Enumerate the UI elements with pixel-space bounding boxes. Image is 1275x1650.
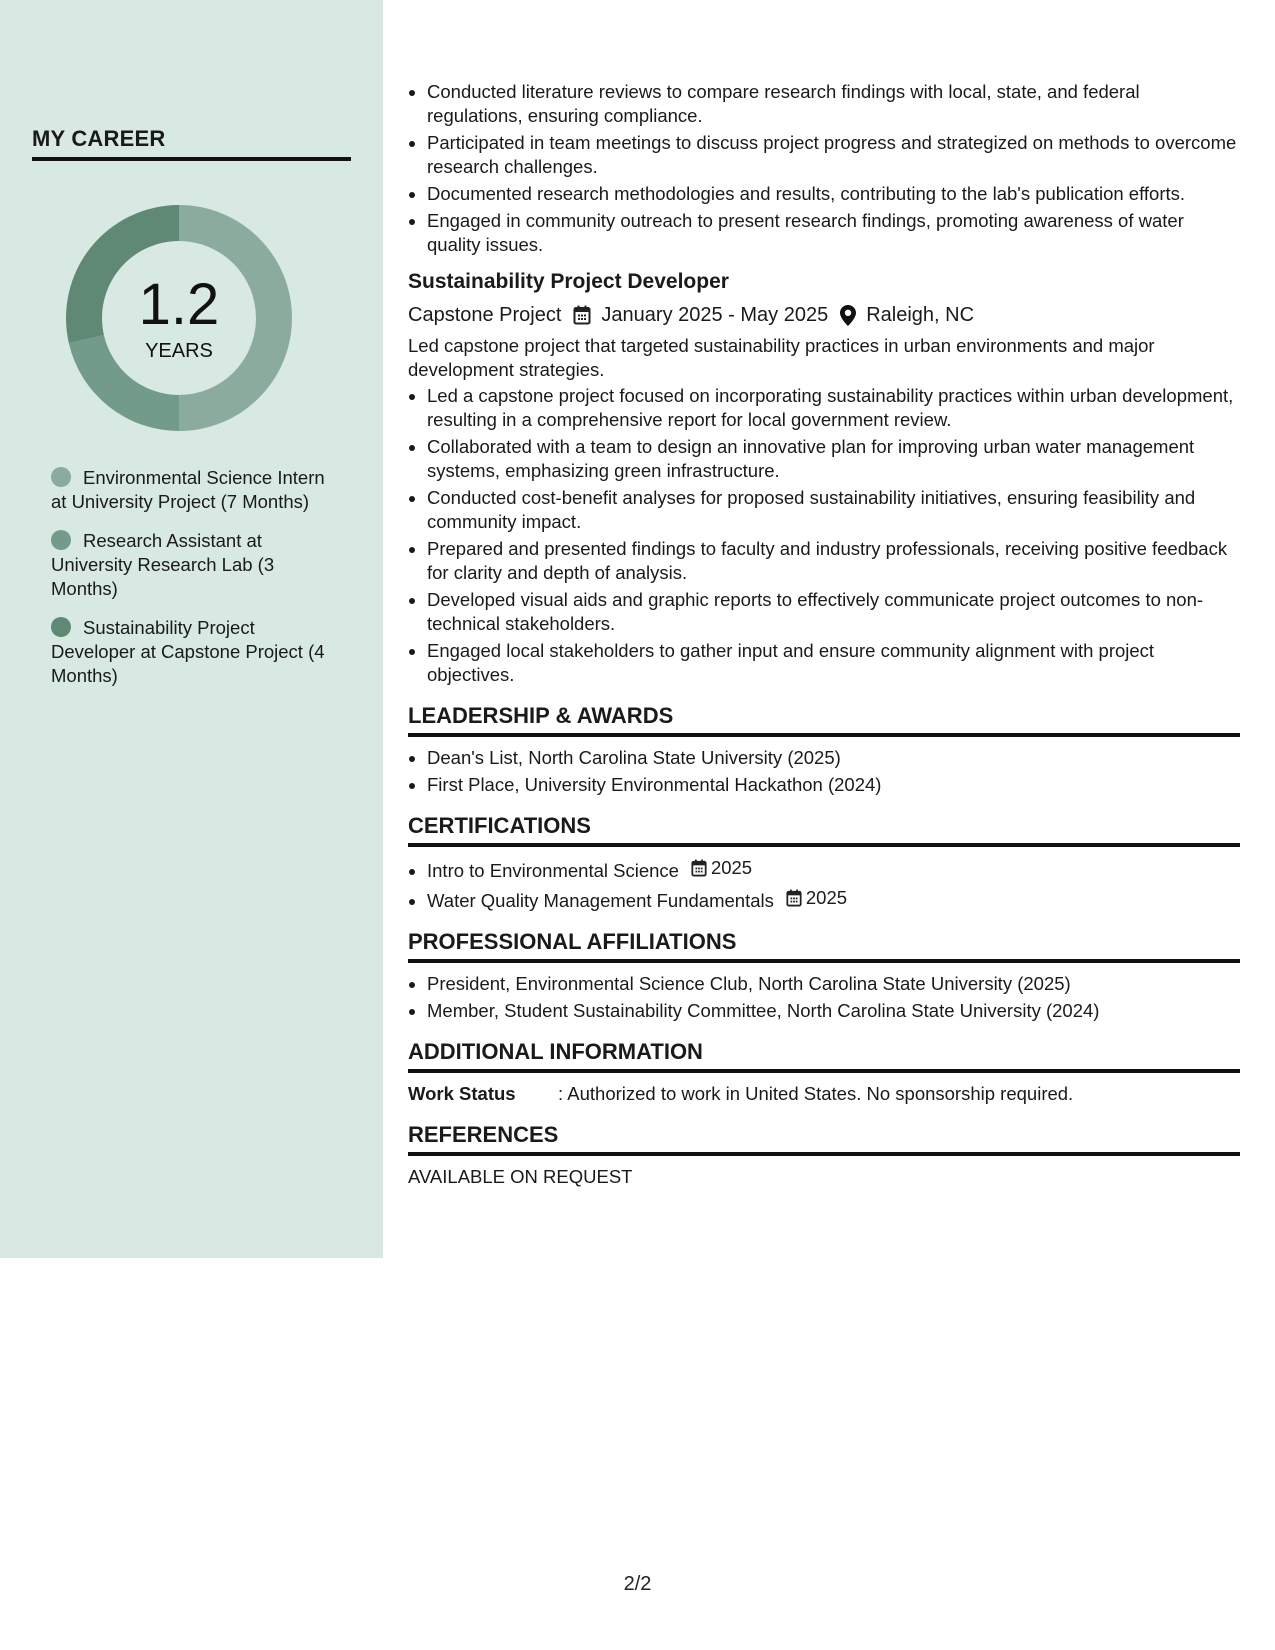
list-item: • Collaborated with a team to design an innovative plan for improving urban water management systems, emphasizing green infrastructure. [427,435,1240,483]
affiliations-heading: PROFESSIONAL AFFILIATIONS [408,929,1240,963]
list-item: • Led a capstone project focused on incorporating sustainability practices within urban development, resulting in a comprehensive report for local government review. [427,384,1240,432]
list-item: • First Place, University Environmental Hackathon (2024) [427,773,1240,797]
job-location: Raleigh, NC [866,304,975,326]
page-number: 2/2 [623,1573,652,1595]
job-description: Led capstone project that targeted sustainability practices in urban environments and major development strategies. [408,335,1155,380]
job-company: Capstone Project [408,304,562,326]
certifications-heading: CERTIFICATIONS [408,813,1240,847]
list-item: • Documented research methodologies and results, contributing to the lab's publication efforts. [427,182,1240,206]
sidebar [0,0,383,1258]
career-title: MY CAREER [32,126,166,151]
previous-job-bullets [408,80,1240,257]
job-meta [408,302,1240,328]
list-item [427,886,1240,913]
job-bullets [408,384,1240,687]
calendar-icon [573,305,591,325]
legend-item [51,466,341,514]
cert-name: Water Quality Management Fundamentals [427,890,774,911]
list-item: • Prepared and presented findings to faculty and industry professionals, receiving positive feedback for clarity and depth of analysis. [427,537,1240,585]
calendar-icon [691,859,707,877]
list-item: • Participated in team meetings to discuss project progress and strategized on methods to overcome research challenges. [427,131,1240,179]
list-item: • Engaged in community outreach to present research findings, promoting awareness of water quality issues. [427,209,1240,257]
leadership-heading: LEADERSHIP & AWARDS [408,703,1240,737]
work-status-label: Work Status [408,1083,516,1104]
list-item: • Conducted literature reviews to compare research findings with local, state, and federal regulations, ensuring compliance. [427,80,1240,128]
legend-label: Research Assistant at University Research Lab (3 Months) [51,530,275,599]
career-total-value: 1.2 [138,272,220,337]
legend-item [51,529,341,601]
cert-name: Intro to Environmental Science [427,860,679,881]
references-text: AVAILABLE ON REQUEST [408,1166,633,1187]
legend-dot [51,467,71,487]
main-content [408,80,1240,1189]
list-item: • Conducted cost-benefit analyses for proposed sustainability initiatives, ensuring feasibility and community impact. [427,486,1240,534]
legend-label: Environmental Science Intern at University Project (7 Months) [51,467,325,512]
job-dates: January 2025 - May 2025 [601,304,829,326]
additional-info-heading: ADDITIONAL INFORMATION [408,1039,1240,1073]
work-status-row [408,1082,1240,1106]
career-title-rule [32,157,351,161]
legend-item [51,616,341,688]
career-total-unit: YEARS [145,340,213,362]
calendar-icon [786,889,802,907]
leadership-list [408,746,1240,797]
list-item: • Dean's List, North Carolina State University (2025) [427,746,1240,770]
job-title: Sustainability Project Developer [408,270,729,293]
list-item: • President, Environmental Science Club, North Carolina State University (2025) [427,972,1240,996]
legend-dot [51,530,71,550]
career-legend [51,466,341,703]
list-item: • Developed visual aids and graphic reports to effectively communicate project outcomes to non-technical stakeholders. [427,588,1240,636]
affiliations-list [408,972,1240,1023]
work-status-value: : Authorized to work in United States. No sponsorship required. [558,1083,1074,1104]
list-item [427,856,1240,883]
legend-label: Sustainability Project Developer at Capstone Project (4 Months) [51,617,325,686]
legend-dot [51,617,71,637]
location-pin-icon [840,305,856,326]
list-item: • Engaged local stakeholders to gather input and ensure community alignment with project objectives. [427,639,1240,687]
references-heading: REFERENCES [408,1122,1240,1156]
certifications-list [408,856,1240,913]
cert-year: 2025 [805,887,848,908]
cert-year: 2025 [710,857,753,878]
list-item: • Member, Student Sustainability Committee, North Carolina State University (2024) [427,999,1240,1023]
